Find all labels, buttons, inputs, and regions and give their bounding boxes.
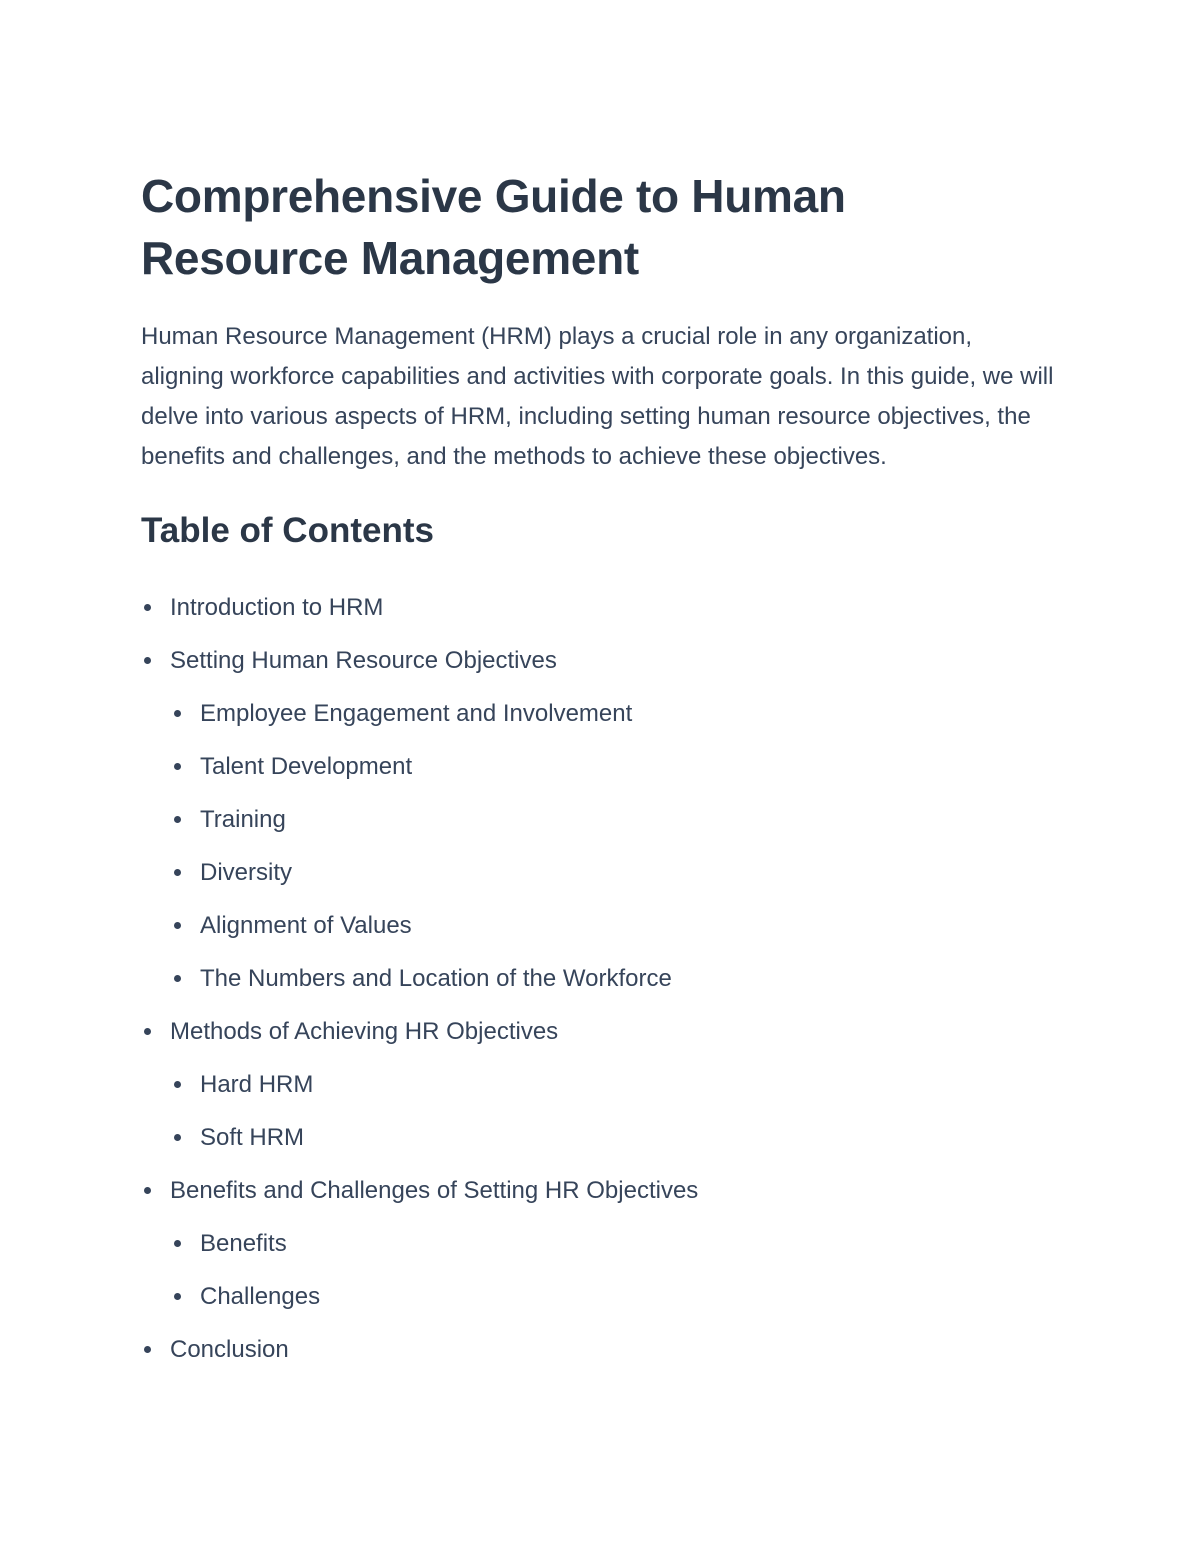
toc-subitem-challenges xyxy=(141,1270,1061,1323)
toc-item-label: Hard HRM xyxy=(200,1071,314,1098)
toc-item-benefits-challenges xyxy=(141,1164,1061,1217)
bullet-icon xyxy=(174,816,181,823)
toc-subitem-workforce-numbers xyxy=(141,952,1061,1005)
toc-item-label: Diversity xyxy=(200,859,293,886)
toc-subitem-diversity xyxy=(141,846,1061,899)
bullet-icon xyxy=(174,763,181,770)
bullet-icon xyxy=(174,869,181,876)
bullet-icon xyxy=(174,1134,181,1141)
toc-item-label: Benefits xyxy=(200,1230,287,1257)
toc-item-setting-objectives xyxy=(141,634,1061,687)
bullet-icon xyxy=(144,604,151,611)
toc-subitem-benefits xyxy=(141,1217,1061,1270)
toc-item-label: Soft HRM xyxy=(200,1124,305,1151)
toc-item-label: Introduction to HRM xyxy=(170,594,384,621)
toc-item-label: Benefits and Challenges of Setting HR Objectives xyxy=(170,1177,699,1204)
document-page xyxy=(141,165,1061,1376)
bullet-icon xyxy=(174,975,181,982)
toc-item-label: Setting Human Resource Objectives xyxy=(170,647,557,674)
bullet-icon xyxy=(174,1293,181,1300)
bullet-icon xyxy=(144,1346,151,1353)
toc-subitem-talent-development xyxy=(141,740,1061,793)
toc-subitem-soft-hrm xyxy=(141,1111,1061,1164)
toc-item-label: Talent Development xyxy=(200,753,413,780)
toc-item-introduction xyxy=(141,581,1061,634)
toc-item-label: Training xyxy=(200,806,286,833)
toc-item-label: The Numbers and Location of the Workforce xyxy=(200,965,672,992)
bullet-icon xyxy=(174,710,181,717)
bullet-icon xyxy=(144,1187,151,1194)
bullet-icon xyxy=(144,1028,151,1035)
toc-item-label: Alignment of Values xyxy=(200,912,412,939)
bullet-icon xyxy=(174,922,181,929)
toc-heading: Table of Contents xyxy=(141,511,434,550)
toc-subitem-engagement xyxy=(141,687,1061,740)
table-of-contents xyxy=(141,581,1061,1376)
bullet-icon xyxy=(174,1240,181,1247)
bullet-icon xyxy=(174,1081,181,1088)
page-title: Comprehensive Guide to Human Resource Management xyxy=(141,170,846,284)
bullet-icon xyxy=(144,657,151,664)
toc-item-label: Challenges xyxy=(200,1283,321,1310)
toc-subitem-training xyxy=(141,793,1061,846)
toc-item-label: Employee Engagement and Involvement xyxy=(200,700,633,727)
toc-item-methods xyxy=(141,1005,1061,1058)
toc-item-conclusion xyxy=(141,1323,1061,1376)
toc-subitem-hard-hrm xyxy=(141,1058,1061,1111)
intro-paragraph: Human Resource Management (HRM) plays a crucial role in any organization, aligning workforce capabilities and activities with corporate goals. In this guide, we will delve into various aspects of HRM, including setting human resource objectives, the benefits and challenges, and the methods to achieve these objectives. xyxy=(141,323,1054,470)
toc-subitem-alignment-values xyxy=(141,899,1061,952)
toc-item-label: Methods of Achieving HR Objectives xyxy=(170,1018,559,1045)
toc-item-label: Conclusion xyxy=(170,1336,289,1363)
